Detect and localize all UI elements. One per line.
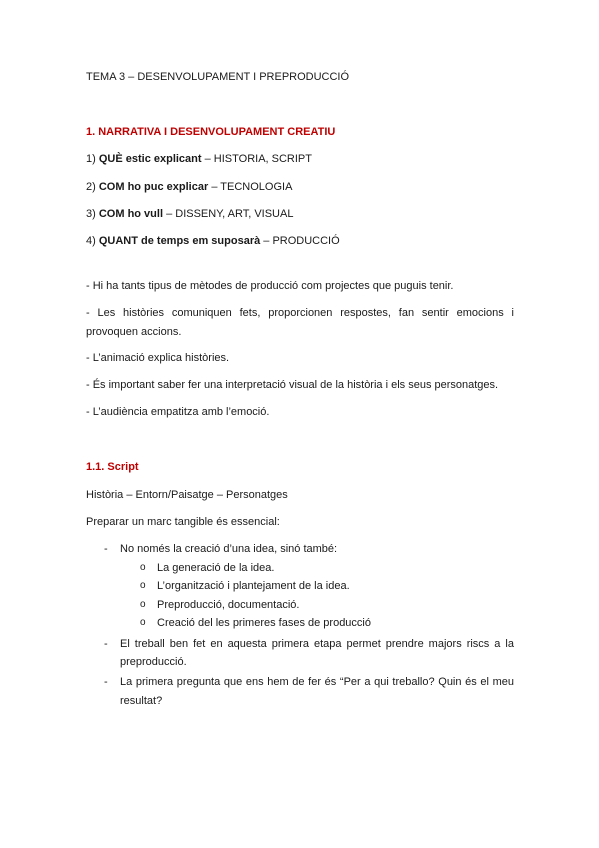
question-1-bold: QUÈ estic explicant [98,153,202,165]
sub-item-4: Creació del les primeres fases de producció [157,617,371,629]
sub-item-2: L’organització i plantejament de la idea. [157,580,350,592]
question-2-number: 2) [86,181,96,193]
question-3 [86,207,293,221]
dash-bullet: - [104,638,108,650]
script-intro-line: Preparar un marc tangible és essencial: [86,516,280,528]
circle-bullet: o [140,562,146,573]
question-3-bold: COM ho vull [98,208,164,220]
question-1-number: 1) [86,153,96,165]
question-3-rest: – DISSENY, ART, VISUAL [163,208,294,220]
question-1-rest: – HISTORIA, SCRIPT [201,153,312,165]
note-3: - L’animació explica històries. [86,352,230,364]
document-title: TEMA 3 – DESENVOLUPAMENT I PREPRODUCCIÓ [86,71,350,83]
section-1-heading: 1. NARRATIVA I DESENVOLUPAMENT CREATIU [86,126,336,138]
sub-item-3: Preproducció, documentació. [157,599,300,611]
question-1 [86,152,312,166]
bullet-item-3-line-1: La primera pregunta que ens hem de fer és “Per a qui treballo? Quin és el meu [120,676,514,688]
sub-item-1: La generació de la idea. [157,562,275,574]
question-4-bold: QUANT de temps em suposarà [98,235,261,247]
dash-bullet: - [104,543,108,555]
question-4 [86,234,340,248]
bullet-item-2-line-1: El treball ben fet en aquesta primera etapa permet prendre majors riscs a la [120,638,514,650]
note-5: - L’audiència empatitza amb l’emoció. [86,406,270,418]
bullet-item-1: No només la creació d’una idea, sinó també: [120,543,338,555]
question-2-rest: – TECNOLOGIA [208,181,293,193]
script-elements-line: Història – Entorn/Paisatge – Personatges [86,489,288,501]
note-2-line-1: - Les històries comuniquen fets, proporcionen respostes, fan sentir emocions i [86,307,514,319]
circle-bullet: o [140,617,146,628]
dash-bullet: - [104,676,108,688]
question-4-rest: – PRODUCCIÓ [260,235,340,247]
note-1: - Hi ha tants tipus de mètodes de producció com projectes que puguis tenir. [86,280,454,292]
question-3-number: 3) [86,208,96,220]
question-4-number: 4) [86,235,96,247]
bullet-item-2-line-2: preproducció. [120,656,187,668]
note-4: - És important saber fer una interpretació visual de la història i els seus personatges. [86,379,499,391]
bullet-item-3-line-2: resultat? [120,695,163,707]
note-2-line-2: provoquen accions. [86,326,182,338]
question-2-bold: COM ho puc explicar [98,181,209,193]
circle-bullet: o [140,599,146,610]
circle-bullet: o [140,580,146,591]
section-1-1-heading: 1.1. Script [86,461,139,473]
question-2 [86,180,292,194]
